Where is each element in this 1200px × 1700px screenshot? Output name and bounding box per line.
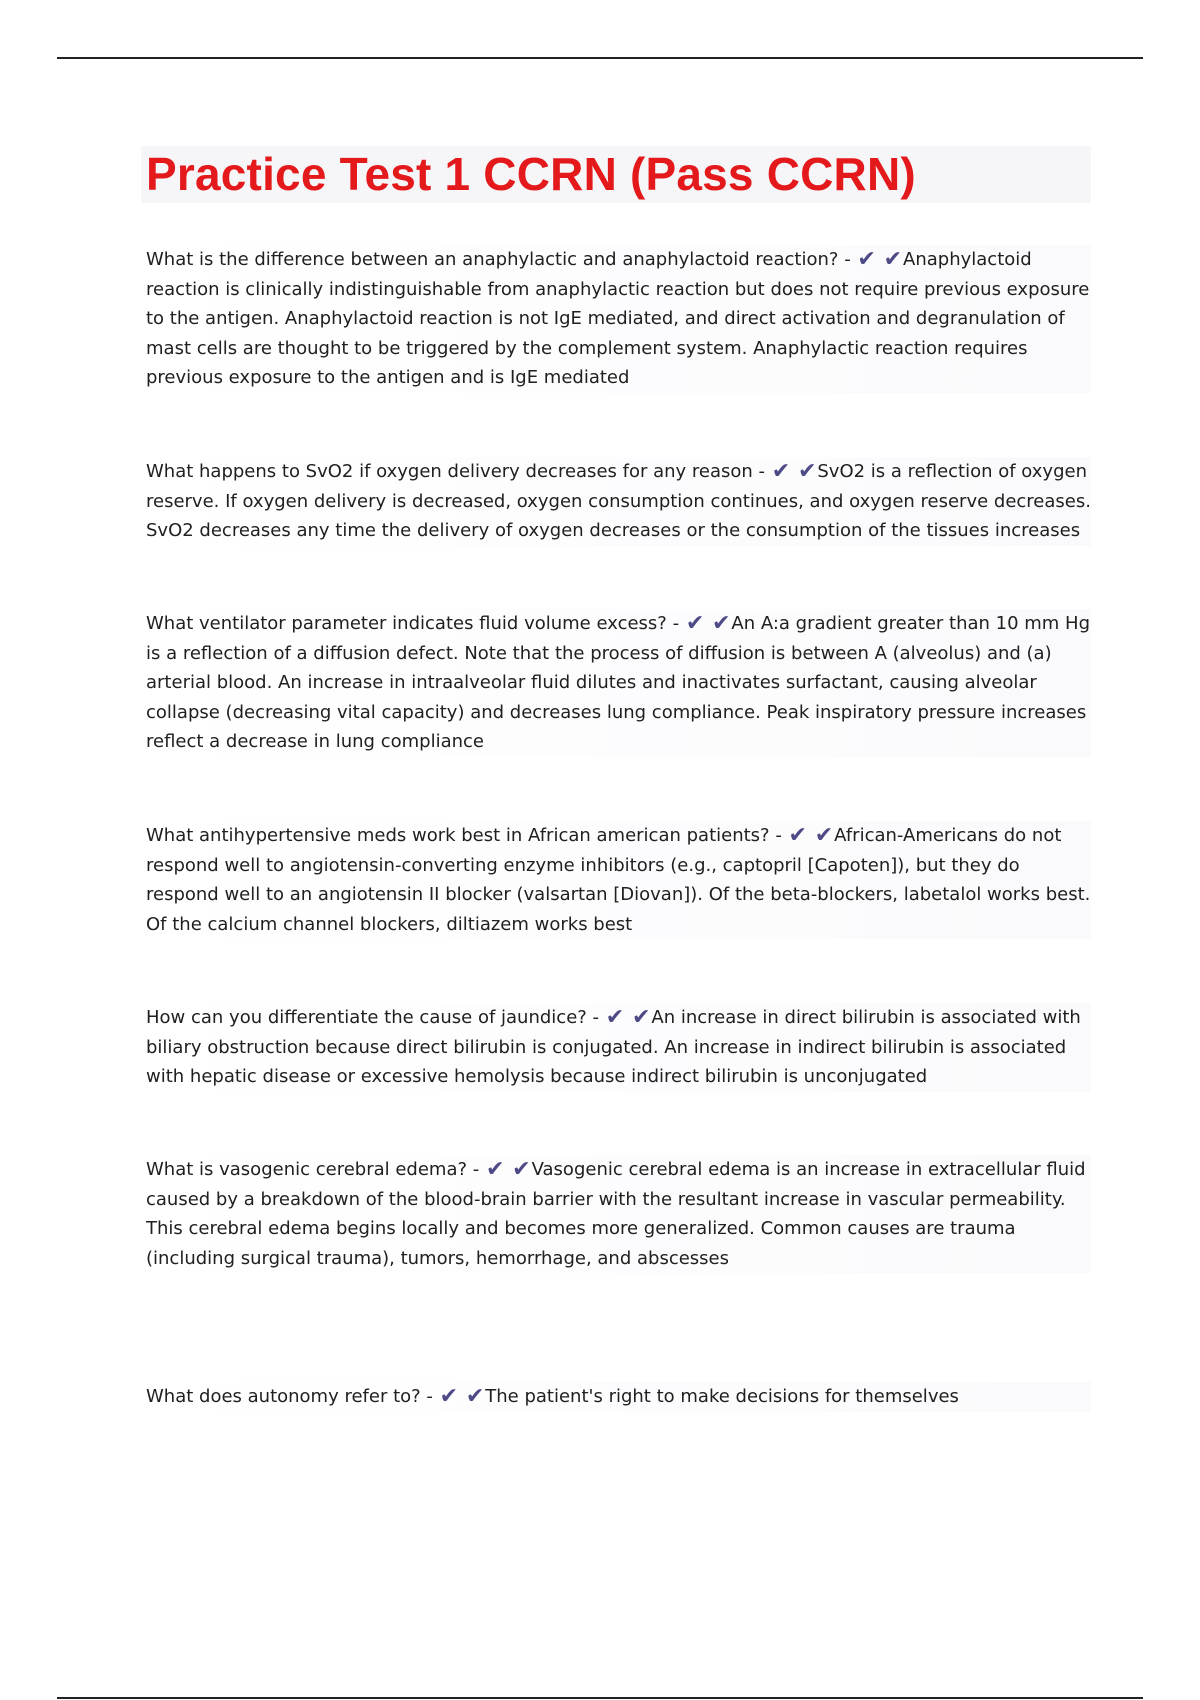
checkmark-icon: ✔ xyxy=(631,1005,651,1030)
answer-text: Anaphylactoid reaction is clinically indistinguishable from anaphylactic reaction but does not require previous exposure to the antigen. Anaphylactoid reaction is not IgE mediated, and direct activation and degranulation of mast cells are thought to be triggered by the complement system. Anaphylactic reaction requires previous exposure to the antigen and is IgE mediated xyxy=(146,249,1090,389)
question-text: What happens to SvO2 if oxygen delivery decreases for any reason xyxy=(146,461,753,482)
qa-item xyxy=(146,1003,1091,1092)
answer-text: African-Americans do not respond well to angiotensin-converting enzyme inhibitors (e.g., captopril [Capoten]), but they do respond well to an angiotensin II blocker (valsartan [Diovan]). Of the beta-blockers, labetalol works best. Of the calcium channel blockers, diltiazem works best xyxy=(146,825,1091,935)
checkmark-icon: ✔ xyxy=(771,459,791,484)
question-text: What is the difference between an anaphylactic and anaphylactoid reaction? xyxy=(146,249,839,270)
qa-item xyxy=(146,609,1091,757)
separator: - xyxy=(838,249,857,270)
separator: - xyxy=(752,461,771,482)
question-text: What ventilator parameter indicates fluid volume excess? xyxy=(146,613,667,634)
qa-item xyxy=(146,1382,1091,1412)
checkmark-icon: ✔ xyxy=(814,823,834,848)
separator: - xyxy=(586,1007,605,1028)
checkmark-icon: ✔ xyxy=(605,1005,625,1030)
question-text: What is vasogenic cerebral edema? xyxy=(146,1159,468,1180)
checkmark-icon: ✔ xyxy=(512,1157,531,1182)
checkmark-icon: ✔ xyxy=(486,1157,505,1182)
checkmark-icon: ✔ xyxy=(685,611,705,636)
separator: - xyxy=(467,1159,485,1180)
top-rule xyxy=(57,57,1143,59)
qa-item xyxy=(146,457,1091,546)
answer-text: The patient's right to make decisions for themselves xyxy=(485,1386,959,1407)
checkmark-icon: ✔ xyxy=(465,1384,485,1409)
qa-item xyxy=(146,1155,1091,1273)
question-text: What antihypertensive meds work best in African american patients? xyxy=(146,825,770,846)
checkmark-icon: ✔ xyxy=(439,1384,459,1409)
answer-text: SvO2 is a reflection of oxygen reserve. If oxygen delivery is decreased, oxygen consumption continues, and oxygen reserve decreases. SvO2 decreases any time the delivery of oxygen decreases or the consumption of the tissues increases xyxy=(146,461,1091,542)
checkmark-icon: ✔ xyxy=(883,247,903,272)
separator: - xyxy=(769,825,788,846)
qa-item xyxy=(146,821,1091,939)
answer-text: An A:a gradient greater than 10 mm Hg is a reflection of a diffusion defect. Note that the process of diffusion is between A (alveolus) and (a) arterial blood. An increase in intraalveolar fluid dilutes and inactivates surfactant, causing alveolar collapse (decreasing vital capacity) and decreases lung compliance. Peak inspiratory pressure increases reflect a decrease in lung compliance xyxy=(146,613,1091,753)
question-text: What does autonomy refer to? xyxy=(146,1386,421,1407)
checkmark-icon: ✔ xyxy=(788,823,807,848)
checkmark-icon: ✔ xyxy=(797,459,817,484)
answer-text: An increase in direct bilirubin is associated with biliary obstruction because direct bilirubin is conjugated. An increase in indirect bilirubin is associated with hepatic disease or excessive hemolysis because indirect bilirubin is unconjugated xyxy=(146,1007,1081,1088)
separator: - xyxy=(420,1386,439,1407)
checkmark-icon: ✔ xyxy=(857,247,876,272)
question-text: How can you differentiate the cause of jaundice? xyxy=(146,1007,587,1028)
separator: - xyxy=(666,613,685,634)
answer-text: Vasogenic cerebral edema is an increase in extracellular fluid caused by a breakdown of the blood-brain barrier with the resultant increase in vascular permeability. This cerebral edema begins locally and becomes more generalized. Common causes are trauma (including surgical trauma), tumors, hemorrhage, and abscesses xyxy=(146,1159,1086,1269)
qa-item xyxy=(146,245,1091,393)
checkmark-icon: ✔ xyxy=(711,611,731,636)
page-title: Practice Test 1 CCRN (Pass CCRN) xyxy=(146,148,916,200)
bottom-rule xyxy=(57,1697,1143,1699)
